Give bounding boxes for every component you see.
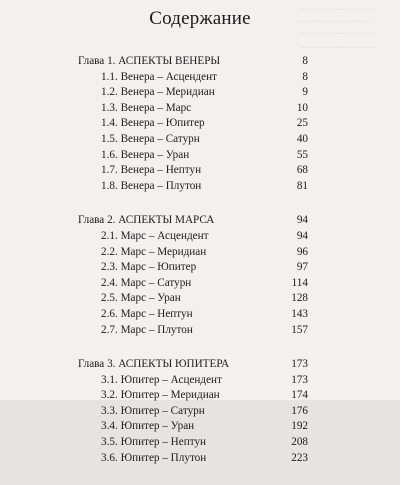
toc-entry-label: 3.2. Юпитер – Меридиан — [101, 389, 220, 402]
toc-entry-page-number: 114 — [291, 276, 308, 289]
chapter-page-number: 94 — [296, 214, 308, 227]
toc-entry-label: 1.3. Венера – Марс — [101, 101, 192, 114]
toc-entry — [78, 260, 308, 276]
toc-chapter-heading — [78, 213, 308, 229]
toc-entry — [78, 451, 308, 467]
toc-entry-label: 1.6. Венера – Уран — [101, 148, 190, 161]
toc-entry-label: 3.4. Юпитер – Уран — [101, 420, 195, 433]
toc-entry — [78, 307, 308, 323]
bleed-through-text: .............................. — [300, 40, 395, 51]
toc-entry — [78, 419, 308, 435]
toc-entry-label: 1.7. Венера – Нептун — [101, 164, 202, 177]
toc-entry-page-number: 223 — [291, 451, 308, 464]
toc-entry-label: 1.1. Венера – Асцендент — [101, 70, 217, 83]
toc-entry — [78, 148, 308, 164]
toc-entry-page-number: 143 — [291, 307, 308, 320]
toc-chapter-2 — [78, 213, 308, 338]
toc-entry-page-number: 10 — [296, 101, 308, 114]
toc-entry — [78, 323, 308, 339]
toc-entry — [78, 435, 308, 451]
toc-entry-page-number: 157 — [291, 323, 308, 336]
toc-entry — [78, 245, 308, 261]
toc-entry-label: 2.7. Марс – Плутон — [101, 323, 193, 336]
toc-entry — [78, 179, 308, 195]
toc-entry-label: 3.1. Юпитер – Асцендент — [101, 373, 222, 386]
toc-entry-label: 2.1. Марс – Асцендент — [101, 229, 209, 242]
chapter-page-number: 8 — [302, 55, 308, 67]
toc-entry-page-number: 68 — [296, 164, 308, 177]
toc-entry-page-number: 173 — [291, 373, 308, 386]
toc-entry-label: 2.4. Марс – Сатурн — [101, 276, 192, 289]
toc-entry-page-number: 55 — [296, 148, 308, 161]
toc-entry-page-number: 8 — [302, 70, 308, 83]
toc-entry-page-number: 9 — [302, 86, 308, 99]
toc-entry-label: 1.5. Венера – Сатурн — [101, 132, 200, 145]
toc-entry-label: 1.4. Венера – Юпитер — [101, 117, 205, 130]
toc-entry-label: 1.2. Венера – Меридиан — [101, 86, 215, 99]
toc-entry — [78, 163, 308, 179]
toc-entry — [78, 373, 308, 389]
toc-entry-page-number: 208 — [291, 436, 308, 449]
chapter-title: Глава 2. АСПЕКТЫ МАРСА — [78, 214, 215, 227]
toc-chapter-heading — [78, 357, 308, 373]
toc-chapter-heading — [78, 54, 308, 70]
chapter-page-number: 173 — [291, 358, 308, 371]
toc-entry — [78, 132, 308, 148]
toc-entry-page-number: 192 — [291, 420, 308, 433]
toc-entry-page-number: 94 — [296, 229, 308, 242]
bleed-through-text: .............................. — [300, 2, 395, 13]
toc-entry — [78, 101, 308, 117]
toc-entry-label: 3.5. Юпитер – Нептун — [101, 436, 207, 449]
toc-entry-label: 2.6. Марс – Нептун — [101, 307, 193, 320]
toc-entry-label: 3.6. Юпитер – Плутон — [101, 451, 207, 464]
toc-entry-label: 2.3. Марс – Юпитер — [101, 261, 197, 274]
toc-entry-page-number: 128 — [291, 292, 308, 305]
toc-chapter-1 — [78, 54, 308, 194]
toc-entry-label: 2.2. Марс – Меридиан — [101, 245, 207, 258]
toc-entry-page-number: 81 — [296, 179, 308, 192]
toc-entry — [78, 70, 308, 86]
toc-entry-page-number: 97 — [296, 261, 308, 274]
toc-entry-page-number: 96 — [296, 245, 308, 258]
toc-entry-label: 3.3. Юпитер – Сатурн — [101, 404, 205, 417]
toc-entry-page-number: 40 — [296, 132, 308, 145]
toc-entry-page-number: 174 — [291, 389, 308, 402]
bleed-through-text: .............................. — [300, 26, 395, 37]
toc-entry — [78, 116, 308, 132]
toc-entry-page-number: 25 — [296, 117, 308, 130]
toc-entry — [78, 291, 308, 307]
toc-chapter-3 — [78, 357, 308, 466]
page-title: Содержание — [149, 8, 251, 29]
toc-entry-label: 1.8. Венера – Плутон — [101, 179, 202, 192]
table-of-contents — [78, 54, 308, 485]
bleed-through-text: .............................. — [296, 14, 391, 25]
chapter-title: Глава 3. АСПЕКТЫ ЮПИТЕРА — [78, 358, 230, 371]
toc-entry — [78, 276, 308, 292]
toc-entry-page-number: 176 — [291, 404, 308, 417]
chapter-title: Глава 1. АСПЕКТЫ ВЕНЕРЫ — [78, 55, 221, 67]
toc-entry — [78, 388, 308, 404]
toc-entry — [78, 85, 308, 101]
toc-entry-label: 2.5. Марс – Уран — [101, 292, 181, 305]
toc-entry — [78, 404, 308, 420]
toc-entry — [78, 229, 308, 245]
